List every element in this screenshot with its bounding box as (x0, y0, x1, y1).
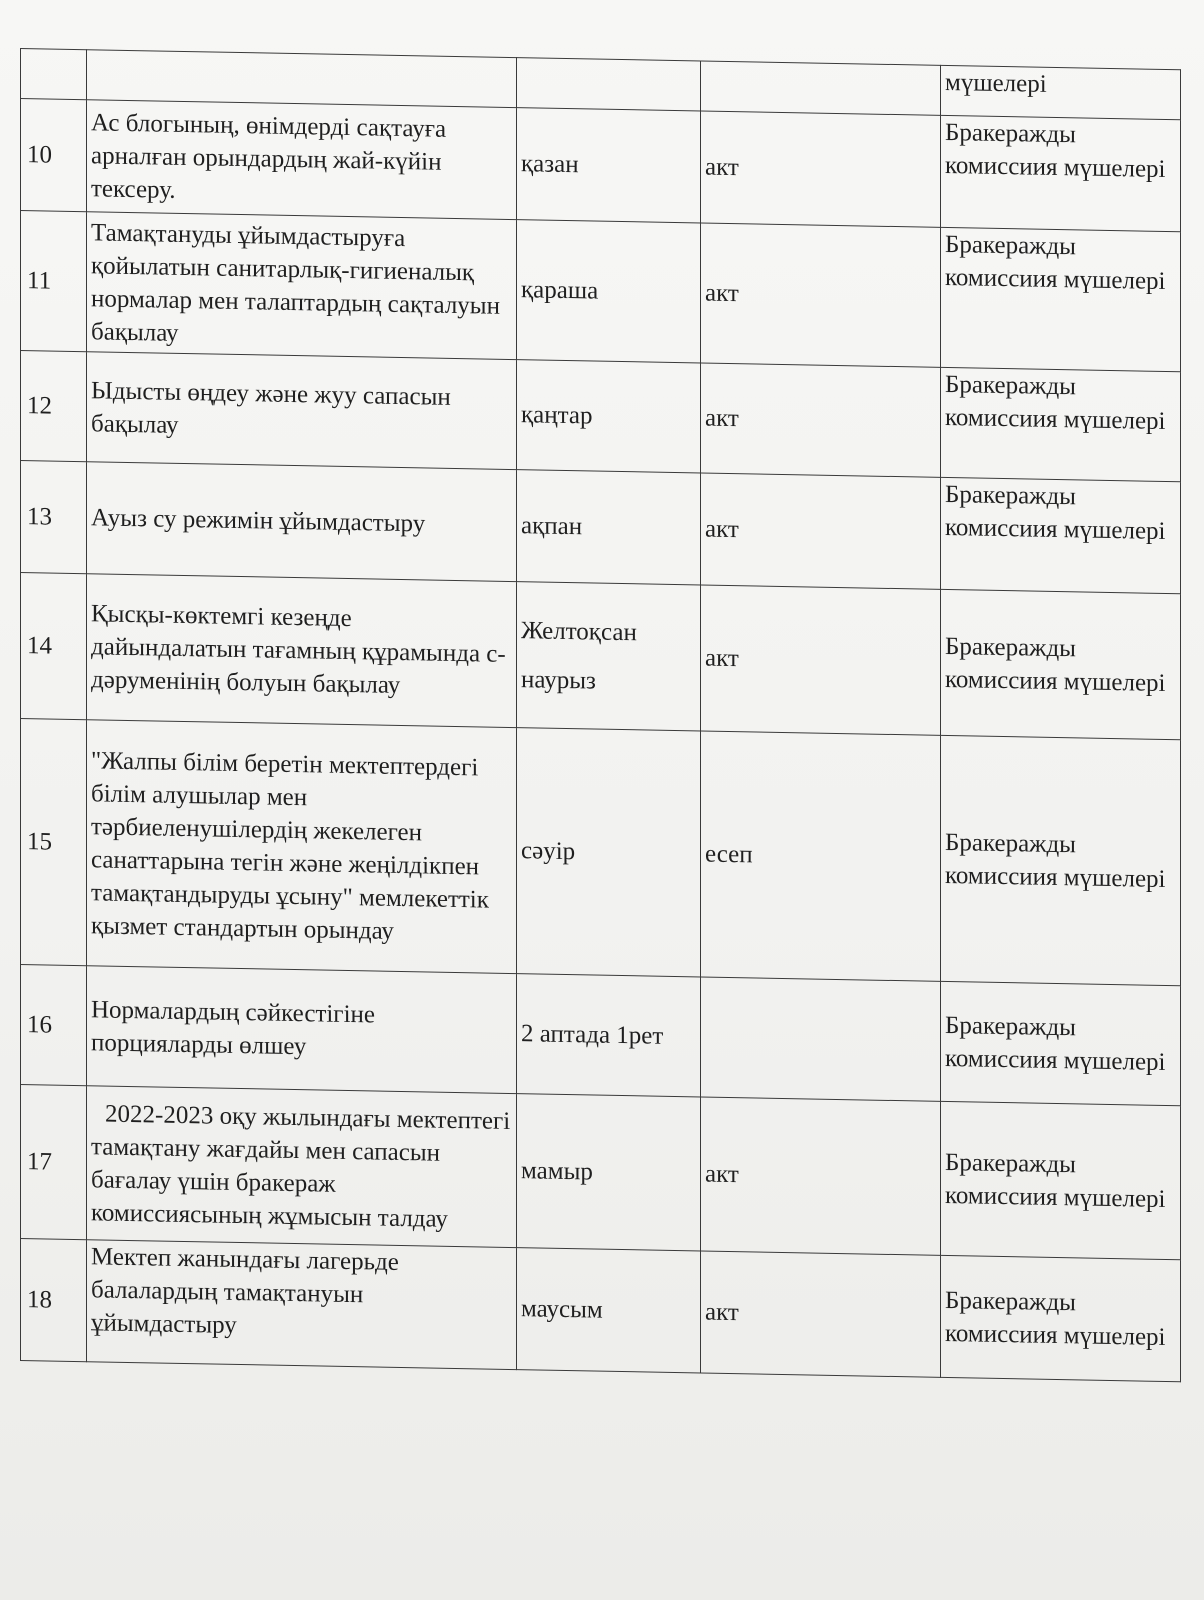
period-cell: сәуір (517, 728, 701, 977)
row-number: 11 (21, 211, 87, 352)
period-line: наурыз (521, 665, 596, 695)
activity-cell: 2022-2023 оқу жылындағы мектептегі тамақтану жағдайы мен сапасын бағалау үшін бракераж комиссиясының жұмысын талдау (87, 1086, 517, 1248)
period-cell: 2 аптада 1рет (517, 974, 701, 1097)
responsible-cell: Бракеражды комиссиия мүшелері (941, 227, 1181, 371)
form-cell (701, 61, 941, 115)
form-cell: есеп (701, 731, 941, 981)
table-row (21, 351, 1181, 482)
row-number: 13 (21, 461, 87, 574)
activity-cell: Қысқы-көктемгі кезеңде дайындалатын тағамның құрамында с-дәруменінің болуын бақылау (87, 574, 517, 728)
form-cell: акт (701, 363, 941, 477)
table-row (21, 1239, 1181, 1382)
activity-cell: Нормалардың сәйкестігіне порцияларды өлшеу (87, 966, 517, 1094)
period-cell: ақпан (517, 470, 701, 585)
period-cell: маусым (517, 1248, 701, 1373)
period-cell: қазан (517, 108, 701, 223)
table-row (21, 1085, 1181, 1260)
period-line: Желтоқсан (521, 616, 637, 646)
form-cell: акт (701, 585, 941, 735)
plan-table (20, 48, 1181, 1382)
form-cell (701, 977, 941, 1101)
table-container (20, 48, 1180, 1382)
row-number: 14 (21, 573, 87, 720)
period-cell (517, 58, 701, 111)
row-number: 12 (21, 351, 87, 462)
responsible-cell: Бракеражды комиссиия мүшелері (941, 589, 1181, 739)
table-row (21, 719, 1181, 986)
responsible-cell: Бракеражды комиссиия мүшелері (941, 735, 1181, 985)
table-row (21, 99, 1181, 232)
responsible-cell: Бракеражды комиссиия мүшелері (941, 115, 1181, 231)
responsible-cell: мүшелері (941, 65, 1181, 119)
activity-cell: Мектеп жанындағы лагерьде балалардың тамақтануын ұйымдастыру (87, 1240, 517, 1370)
responsible-cell: Бракеражды комиссиия мүшелері (941, 981, 1181, 1105)
responsible-cell: Бракеражды комиссиия мүшелері (941, 1255, 1181, 1381)
activity-cell: Ауыз су режимін ұйымдастыру (87, 462, 517, 582)
form-cell: акт (701, 111, 941, 227)
activity-cell (87, 50, 517, 108)
period-cell: қараша (517, 220, 701, 363)
row-number: 10 (21, 99, 87, 212)
period-cell: мамыр (517, 1094, 701, 1251)
responsible-cell: Бракеражды комиссиия мүшелері (941, 367, 1181, 481)
period-cell: қаңтар (517, 360, 701, 473)
row-number (21, 49, 87, 100)
table-row (21, 211, 1181, 372)
form-cell: акт (701, 223, 941, 367)
activity-cell: "Жалпы білім беретін мектептердегі білім алушылар мен тәрбиеленушілердің жекелеген санаттарына тегін және жеңілдікпен тамақтандыруды ұсыну" мемлекеттік қызмет стандартын орындау (87, 720, 517, 974)
row-number: 17 (21, 1085, 87, 1240)
row-number: 16 (21, 965, 87, 1086)
table-row (21, 573, 1181, 740)
period-cell (517, 582, 701, 731)
responsible-cell: Бракеражды комиссиия мүшелері (941, 1101, 1181, 1259)
form-cell: акт (701, 1097, 941, 1255)
activity-cell: Ыдысты өңдеу және жуу сапасын бақылау (87, 352, 517, 470)
row-number: 15 (21, 719, 87, 966)
activity-cell: Ас блогының, өнімдерді сақтауға арналған орындардың жай-күйін тексеру. (87, 100, 517, 220)
table-row (21, 461, 1181, 594)
responsible-cell: Бракеражды комиссиия мүшелері (941, 477, 1181, 593)
row-number: 18 (21, 1239, 87, 1362)
form-cell: акт (701, 473, 941, 589)
form-cell: акт (701, 1251, 941, 1377)
activity-cell: Тамақтануды ұйымдастыруға қойылатын санитарлық-гигиеналық нормалар мен талаптардың сақталуын бақылау (87, 212, 517, 360)
table-row (21, 965, 1181, 1106)
